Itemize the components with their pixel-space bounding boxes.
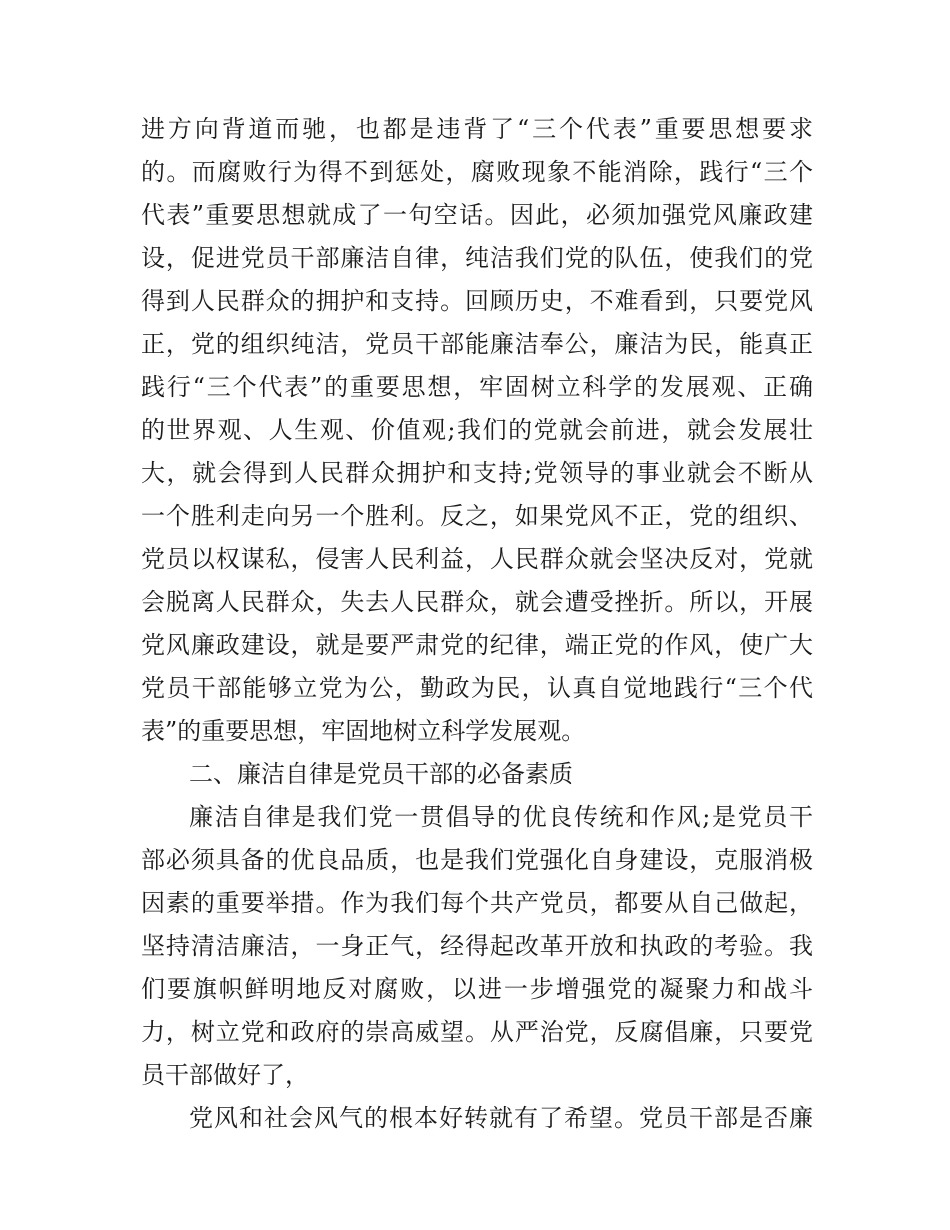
text-line: 践行“三个代表”的重要思想，牢固树立科学的发展观、正确 <box>141 373 813 401</box>
paragraph <box>141 108 813 753</box>
text-line: 党员干部能够立党为公，勤政为民，认真自觉地践行“三个代 <box>141 674 813 702</box>
text-line: 一个胜利走向另一个胜利。反之，如果党风不正，党的组织、 <box>141 502 813 530</box>
document-body <box>141 108 813 1140</box>
text-line: 们要旗帜鲜明地反对腐败，以进一步增强党的凝聚力和战斗 <box>141 975 813 1003</box>
text-line: 会脱离人民群众，失去人民群众，就会遭受挫折。所以，开展 <box>141 588 813 616</box>
text-line: 廉洁自律是我们党一贯倡导的优良传统和作风;是党员干 <box>189 803 813 831</box>
text-line: 大，就会得到人民群众拥护和支持;党领导的事业就会不断从 <box>141 459 813 487</box>
text-line: 的世界观、人生观、价值观;我们的党就会前进，就会发展壮 <box>141 416 813 444</box>
text-line: 部必须具备的优良品质，也是我们党强化自身建设，克服消极 <box>141 846 813 874</box>
paragraph <box>141 796 813 1097</box>
text-line: 党风和社会风气的根本好转就有了希望。党员干部是否廉 <box>189 1104 813 1132</box>
text-line: 表”的重要思想，牢固地树立科学发展观。 <box>141 717 586 745</box>
text-line: 正，党的组织纯洁，党员干部能廉洁奉公，廉洁为民，能真正 <box>141 330 813 358</box>
section-heading: 二、廉洁自律是党员干部的必备素质 <box>189 760 573 788</box>
text-line: 因素的重要举措。作为我们每个共产党员，都要从自己做起， <box>141 889 813 917</box>
text-line: 力，树立党和政府的崇高威望。从严治党，反腐倡廉，只要党 <box>141 1018 813 1046</box>
text-line: 坚持清洁廉洁，一身正气，经得起改革开放和执政的考验。我 <box>141 932 813 960</box>
text-line: 设，促进党员干部廉洁自律，纯洁我们党的队伍，使我们的党 <box>141 244 813 272</box>
text-line: 党员以权谋私，侵害人民利益，人民群众就会坚决反对，党就 <box>141 545 813 573</box>
text-line: 党风廉政建设，就是要严肃党的纪律，端正党的作风，使广大 <box>141 631 813 659</box>
text-line: 得到人民群众的拥护和支持。回顾历史，不难看到，只要党风 <box>141 287 813 315</box>
text-line: 代表”重要思想就成了一句空话。因此，必须加强党风廉政建 <box>141 201 813 229</box>
paragraph <box>141 1097 813 1140</box>
text-line: 的。而腐败行为得不到惩处，腐败现象不能消除，践行“三个 <box>141 158 813 186</box>
text-line: 员干部做好了， <box>141 1061 309 1089</box>
text-line: 进方向背道而驰，也都是违背了“三个代表”重要思想要求 <box>141 115 813 143</box>
